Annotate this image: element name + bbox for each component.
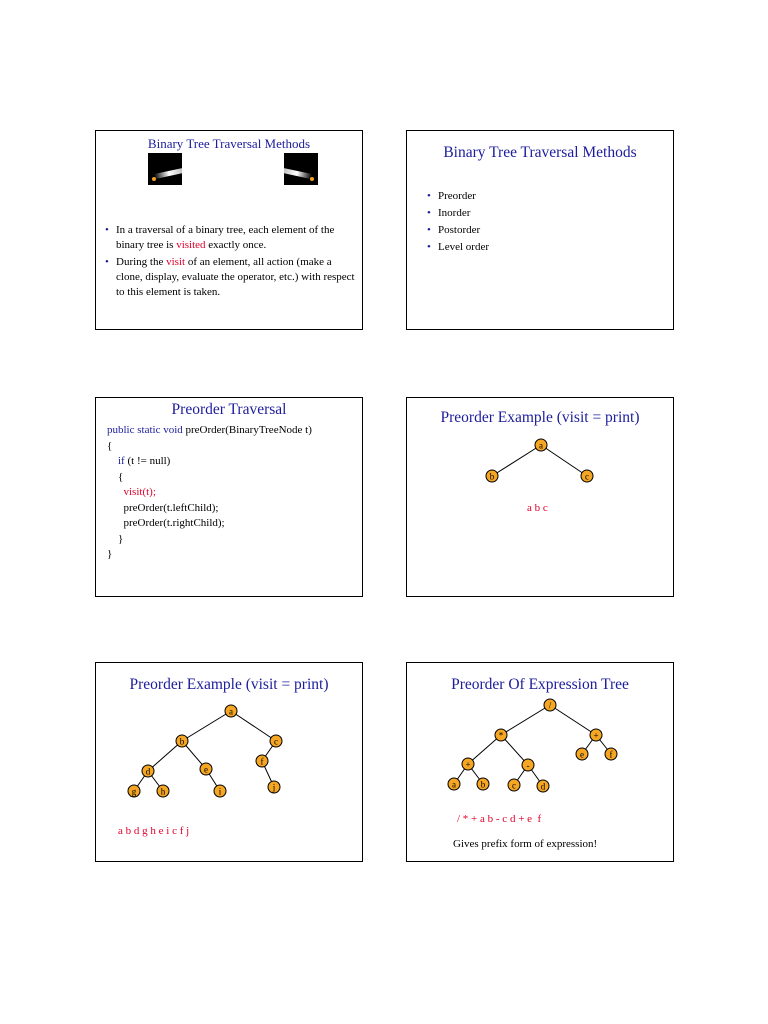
spotlight-image-right: [284, 153, 318, 185]
node-label: *: [498, 730, 504, 741]
method-list: [427, 189, 627, 257]
spotlight-image-left: [148, 153, 182, 185]
slide-title: Preorder Example (visit = print): [440, 409, 640, 426]
node-label: c: [512, 780, 516, 791]
node-label: h: [160, 786, 166, 797]
slide-title: Preorder Example (visit = print): [129, 676, 329, 693]
slide-title: Binary Tree Traversal Methods: [147, 136, 311, 151]
node-label: b: [480, 779, 486, 790]
node-label: /: [548, 700, 552, 711]
node-label: j: [272, 782, 276, 793]
node-label: +: [593, 730, 599, 741]
node-label: b: [179, 736, 185, 747]
node-label: f: [260, 756, 264, 767]
slide-title: Preorder Of Expression Tree: [451, 676, 629, 693]
node-label: g: [131, 786, 137, 797]
method-item: • Postorder: [427, 224, 481, 236]
prefix-note: Gives prefix form of expression!: [453, 838, 598, 850]
node-label: a: [539, 440, 543, 451]
node-label: d: [540, 781, 546, 792]
preorder-sequence: a b c: [527, 502, 548, 514]
node-label: f: [609, 749, 613, 760]
slide-expression-tree: [406, 662, 674, 862]
slide-preorder-code: [95, 397, 363, 597]
slide-preorder-example-small: [406, 397, 674, 597]
preorder-sequence: a b d g h e i c f j: [118, 825, 190, 837]
node-label: i: [218, 786, 222, 797]
node-label: a: [452, 779, 456, 790]
node-label: a: [229, 706, 233, 717]
expression-tree-diagram: [407, 663, 673, 861]
bullet-item: • In a traversal of a binary tree, each element of the binary tree is visited exactly once.: [105, 224, 335, 251]
method-item: • Level order: [427, 241, 489, 253]
slide-traversal-methods: [406, 130, 674, 330]
node-label: d: [145, 766, 151, 777]
slide-title: Preorder Traversal: [171, 401, 287, 418]
node-label: b: [489, 471, 495, 482]
prefix-sequence: / * + a b - c d + e f: [457, 813, 542, 825]
bullet-list: [105, 223, 355, 302]
node-label: e: [580, 749, 584, 760]
slide-traversal-intro: [95, 130, 363, 330]
node-label: +: [465, 759, 471, 770]
method-item: • Preorder: [427, 190, 476, 202]
node-label: c: [585, 471, 589, 482]
method-item: • Inorder: [427, 207, 471, 219]
slide-preorder-example-large: [95, 662, 363, 862]
node-label: c: [274, 736, 278, 747]
code-block: public static void preOrder(BinaryTreeNode t) { if (t != null) { visit(t); preOrder(t.leftChild); preOrder(t.rightChild); } }: [107, 424, 312, 560]
node-label: e: [204, 764, 208, 775]
tree-diagram: [407, 398, 673, 596]
slide-title: Binary Tree Traversal Methods: [443, 144, 637, 161]
node-label: -: [526, 760, 530, 771]
bullet-item: • During the visit of an element, all action (make a clone, display, evaluate the operator, etc.) with respect to this element is taken.: [105, 256, 355, 298]
